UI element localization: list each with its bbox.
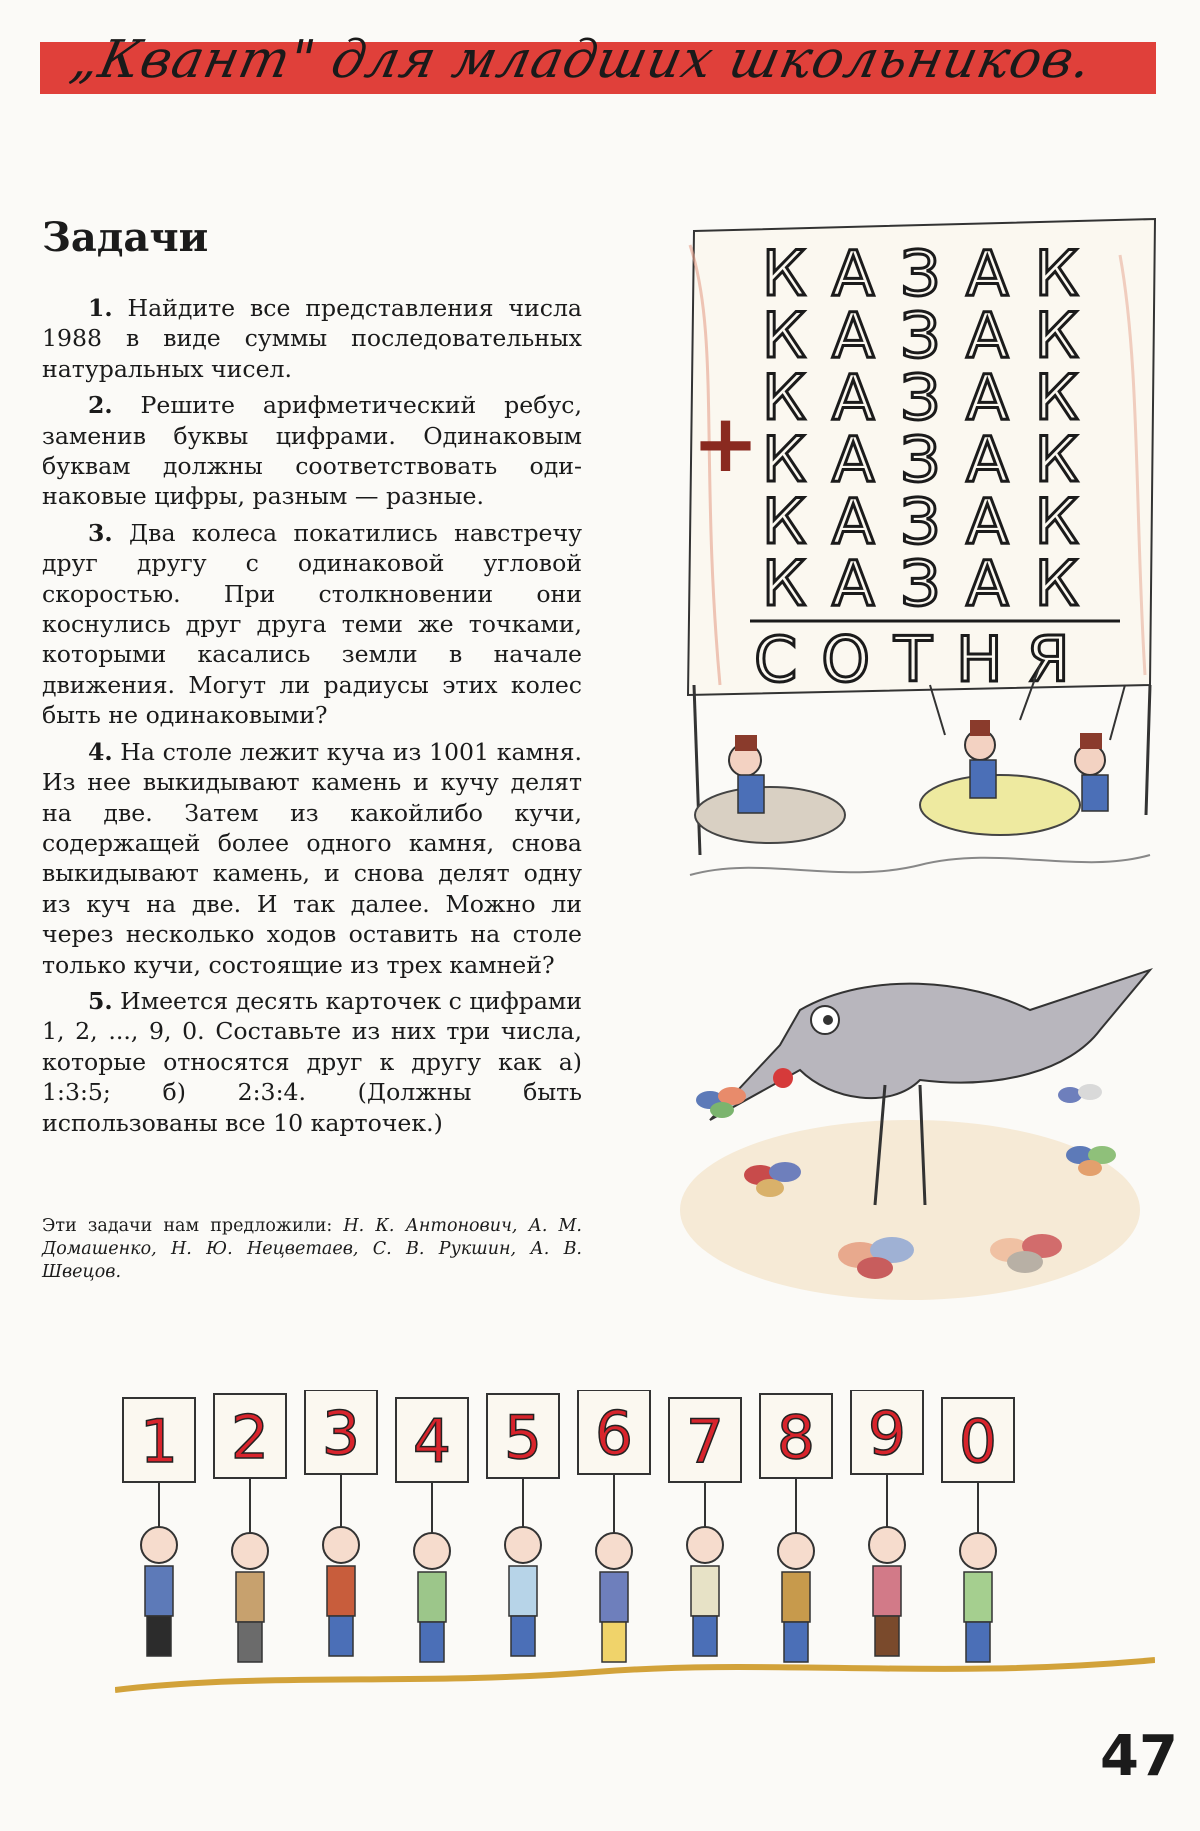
child-head	[141, 1527, 177, 1563]
card-digit: 2	[230, 1403, 270, 1473]
rebus-illustration	[680, 215, 1170, 915]
number-card-2	[214, 1394, 286, 1662]
problem-1: 1. Найдите все представления числа 1988 в виде суммы последовательных натуральных чисел.	[42, 294, 582, 383]
child-legs	[511, 1616, 535, 1656]
child-legs	[420, 1622, 444, 1662]
child-body	[873, 1566, 901, 1616]
child-head	[414, 1533, 450, 1569]
child-legs	[602, 1622, 626, 1662]
rebus-row-5: КАЗАК	[762, 485, 1105, 558]
rebus-plus-sign: +	[692, 397, 760, 490]
number-card-0	[942, 1398, 1014, 1662]
child-body	[782, 1572, 810, 1622]
cossack-riders	[690, 665, 1150, 875]
cards-svg	[115, 1390, 1155, 1700]
problem-list	[42, 293, 582, 1144]
number-card-4	[396, 1398, 468, 1662]
rebus-row-4: КАЗАК	[762, 423, 1105, 496]
child-legs	[329, 1616, 353, 1656]
card-digit: 0	[958, 1407, 998, 1477]
cards-illustration	[115, 1390, 1155, 1700]
rebus-row-1: КАЗАК	[762, 237, 1105, 310]
child-body	[691, 1566, 719, 1616]
child-legs	[693, 1616, 717, 1656]
child-head	[596, 1533, 632, 1569]
number-card-5	[487, 1394, 559, 1656]
credits-lead: Эти задачи нам предложили:	[42, 1216, 344, 1236]
credits-names: Н. К. Антонович, А. М. Домашенко, Н. Ю. Нецветаев, С. В. Рукшин, А. В. Швецов.	[42, 1216, 582, 1282]
child-head	[960, 1533, 996, 1569]
child-head	[778, 1533, 814, 1569]
child-body	[145, 1566, 173, 1616]
child-head	[232, 1533, 268, 1569]
rebus-row-6: КАЗАК	[762, 547, 1105, 620]
child-legs	[147, 1616, 171, 1656]
card-digit: 9	[867, 1399, 907, 1469]
child-body	[600, 1572, 628, 1622]
child-body	[964, 1572, 992, 1622]
card-digit: 6	[594, 1399, 634, 1469]
child-body	[509, 1566, 537, 1616]
rebus-row-2: КАЗАК	[762, 299, 1105, 372]
crow-illustration	[670, 950, 1170, 1310]
rebus-result: СОТНЯ	[754, 623, 1094, 696]
child-legs	[966, 1622, 990, 1662]
child-head	[323, 1527, 359, 1563]
child-head	[505, 1527, 541, 1563]
banner-title: „Квант" для младших школьников.	[65, 30, 1098, 90]
child-legs	[238, 1622, 262, 1662]
number-card-8	[760, 1394, 832, 1662]
number-card-6	[578, 1390, 650, 1662]
credits-note	[42, 1215, 582, 1284]
card-digit: 3	[321, 1399, 361, 1469]
card-digit: 1	[139, 1407, 179, 1477]
problem-5: 5. Имеется десять карточек с цифрами 1, 2, ..., 9, 0. Составьте из них три числа, которые относятся друг к другу как а) 1:3:5; б) 2:3:4. (Должны быть использованы все 10 карточек.)	[42, 986, 582, 1137]
child-head	[869, 1527, 905, 1563]
number-card-7	[669, 1398, 741, 1656]
number-card-3	[305, 1390, 377, 1656]
child-body	[236, 1572, 264, 1622]
problem-3: 3. Два колеса покатились навстречу друг другу с одинаковой угловой скоростью. При столкновении они коснулись друг друга теми же точками, которыми касались земли в начале движения. Могут ли радиусы этих колес быть не одинаковыми?	[42, 518, 582, 730]
section-title: Задачи	[42, 214, 209, 261]
card-digit: 7	[685, 1407, 725, 1477]
child-body	[327, 1566, 355, 1616]
child-legs	[784, 1622, 808, 1662]
problem-2: 2. Решите арифметический ребус, заменив буквы цифрами. Одинаковым буквам должны соответствовать одинаковые цифры, разным — разные.	[42, 391, 582, 511]
number-card-1	[123, 1398, 195, 1656]
number-card-9	[851, 1390, 923, 1656]
child-head	[687, 1527, 723, 1563]
child-legs	[875, 1616, 899, 1656]
page-number: 47	[1100, 1724, 1178, 1789]
card-digit: 8	[776, 1403, 816, 1473]
problem-4: 4. На столе лежит куча из 1001 камня. Из нее выкидывают камень и кучу делят на две. Затем из какойлибо кучи, содержащей более одного камня, снова выкидывают камень, и снова делят одну из куч на две. И так далее. Можно ли через несколько ходов оставить на столе только кучи, состоящие из трех камней?	[42, 737, 582, 979]
child-body	[418, 1572, 446, 1622]
card-digit: 5	[503, 1403, 543, 1473]
rebus-row-3: КАЗАК	[762, 361, 1105, 434]
card-digit: 4	[412, 1407, 452, 1477]
